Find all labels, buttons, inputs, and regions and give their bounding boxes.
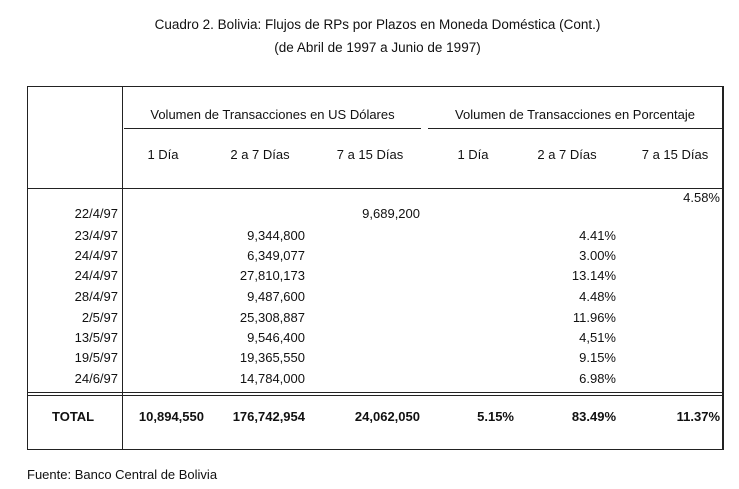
total-top-rule-2 [27,395,724,396]
row-date: 22/4/97 [74,206,118,221]
total-pct-2-7: 83.49% [571,409,616,424]
row-date: 19/5/97 [74,350,118,365]
row-date: 24/6/97 [74,371,118,386]
total-pct-1d: 5.15% [477,409,514,424]
group-header-pct: Volumen de Transacciones en Porcentaje [455,107,695,122]
row-date: 24/4/97 [74,268,118,283]
pct-group-underline [428,128,722,129]
cell-usd-2-7: 14,784,000 [239,371,305,386]
cell-usd-7-15: 9,689,200 [362,206,420,221]
cell-usd-2-7: 9,344,800 [247,228,305,243]
total-usd-7-15: 24,062,050 [354,409,420,424]
cell-usd-2-7: 25,308,887 [239,310,305,325]
usd-group-underline [124,128,421,129]
group-header-usd: Volumen de Transacciones en US Dólares [150,107,395,122]
cell-pct-2-7: 4.41% [579,228,616,243]
column-header-pct-7-15: 7 a 15 Días [641,147,709,162]
row-date: 13/5/97 [74,330,118,345]
cell-pct-2-7: 6.98% [579,371,616,386]
cell-pct-2-7: 11.96% [572,310,616,325]
total-label: TOTAL [52,409,95,424]
header-bottom-rule [27,188,724,189]
row-date: 2/5/97 [81,310,118,325]
cell-pct-2-7: 4,51% [579,330,616,345]
total-usd-2-7: 176,742,954 [232,409,305,424]
row-date: 23/4/97 [74,228,118,243]
cell-usd-2-7: 27,810,173 [239,268,305,283]
cell-usd-2-7: 9,546,400 [247,330,305,345]
column-header-usd-7-15: 7 a 15 Días [336,147,404,162]
cell-usd-2-7: 9,487,600 [247,289,305,304]
cell-pct-2-7: 13.14% [571,268,616,283]
row-date: 28/4/97 [74,289,118,304]
total-usd-1d: 10,894,550 [138,409,204,424]
total-pct-7-15: 11.37% [676,409,720,424]
cell-pct-2-7: 4.48% [579,289,616,304]
cell-pct-2-7: 3.00% [579,248,616,263]
cell-pct-2-7: 9.15% [579,350,616,365]
cell-pct-7-15: 4.58% [683,190,720,205]
total-top-rule-1 [27,392,724,393]
column-header-usd-1d: 1 Día [147,147,179,162]
source-note: Fuente: Banco Central de Bolivia [27,467,218,482]
cell-usd-2-7: 6,349,077 [247,248,305,263]
table-subtitle: (de Abril de 1997 a Junio de 1997) [274,40,481,55]
column-header-pct-1d: 1 Día [457,147,489,162]
table-title: Cuadro 2. Bolivia: Flujos de RPs por Plazos en Moneda Doméstica (Cont.) [154,17,601,32]
cell-usd-2-7: 19,365,550 [239,350,305,365]
row-date: 24/4/97 [74,248,118,263]
column-header-pct-2-7: 2 a 7 Días [537,147,597,162]
column-header-usd-2-7: 2 a 7 Días [230,147,290,162]
